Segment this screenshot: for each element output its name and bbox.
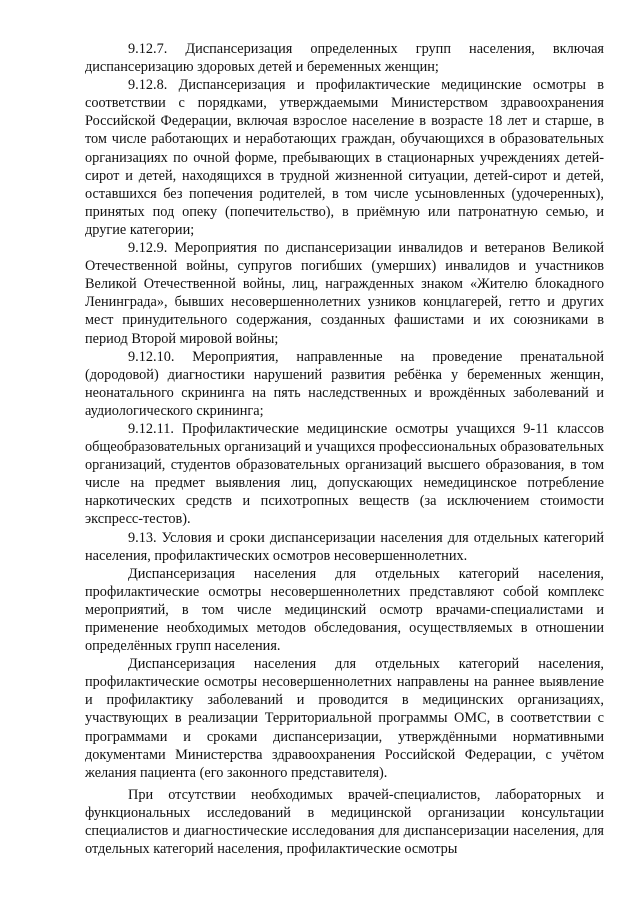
document-body <box>85 40 604 858</box>
section-heading-9-13: 9.13. Условия и сроки диспансеризации населения для отдельных категорий населения, профилактических осмотров несовершеннолетних. <box>85 529 604 564</box>
paragraph-9-12-7: 9.12.7. Диспансеризация определенных групп населения, включая диспансеризацию здоровых детей и беременных женщин; <box>85 41 604 76</box>
paragraph-9-12-10: 9.12.10. Мероприятия, направленные на проведение пренатальной (дородовой) диагностики нарушений развития ребёнка у беременных женщин, неонатального скрининга на пять наследственных и врождённых заболеваний и аудиологического скрининга; <box>85 348 604 419</box>
paragraph-9-12-11: 9.12.11. Профилактические медицинские осмотры учащихся 9-11 классов общеобразовательных организаций и учащихся профессиональных образовательных организаций, студентов образовательных организаций высшего образования, в том числе на предмет выявления лиц, допускающих немедицинское потребление наркотических средств и психотропных веществ (за исключением стоимости экспресс-тестов). <box>85 420 604 528</box>
paragraph-purpose: Диспансеризация населения для отдельных категорий населения, профилактические осмотры несовершеннолетних направлены на раннее выявление и профилактику заболеваний и проводится в медицинских организациях, участвующих в реализации Территориальной программы ОМС, в соответствии с программами и сроками диспансеризации, утверждёнными нормативными документами Министерства здравоохранения Российской Федерации, с учётом желания пациента (его законного представителя). <box>85 656 604 781</box>
paragraph-definition: Диспансеризация населения для отдельных категорий населения, профилактические осмотры несовершеннолетних представляют собой комплекс мероприятий, в том числе медицинский осмотр врачами-специалистами и применение необходимых методов обследования, осуществляемых в отношении определённых групп населения. <box>85 565 604 655</box>
paragraph-9-12-8: 9.12.8. Диспансеризация и профилактические медицинские осмотры в соответствии с порядками, утверждаемыми Министерством здравоохранения Российской Федерации, включая взрослое население в возрасте 18 лет и старше, в том числе работающих и неработающих граждан, обучающихся в образовательных организациях по очной форме, пребывающих в стационарных учреждениях детей-сирот и детей, находящихся в трудной жизненной ситуации, детей-сирот и детей, оставшихся без попечения родителей, в том числе усыновленных (удочеренных), принятых под опеку (попечительство), в приёмную или патронатную семью, и другие категории; <box>85 77 604 238</box>
paragraph-absence-of-specialists: При отсутствии необходимых врачей-специалистов, лабораторных и функциональных исследований в медицинской организации консультации специалистов и диагностические исследования для диспансеризации населения, для отдельных категорий населения, профилактические осмотры <box>85 786 604 858</box>
paragraph-9-12-9: 9.12.9. Мероприятия по диспансеризации инвалидов и ветеранов Великой Отечественной войны, супругов погибших (умерших) инвалидов и участников Великой Отечественной войны, лиц, награжденных знаком «Жителю блокадного Ленинграда», бывших несовершеннолетних узников концлагерей, гетто и других мест принудительного содержания, созданных фашистами и их союзниками в период Второй мировой войны; <box>85 240 604 347</box>
